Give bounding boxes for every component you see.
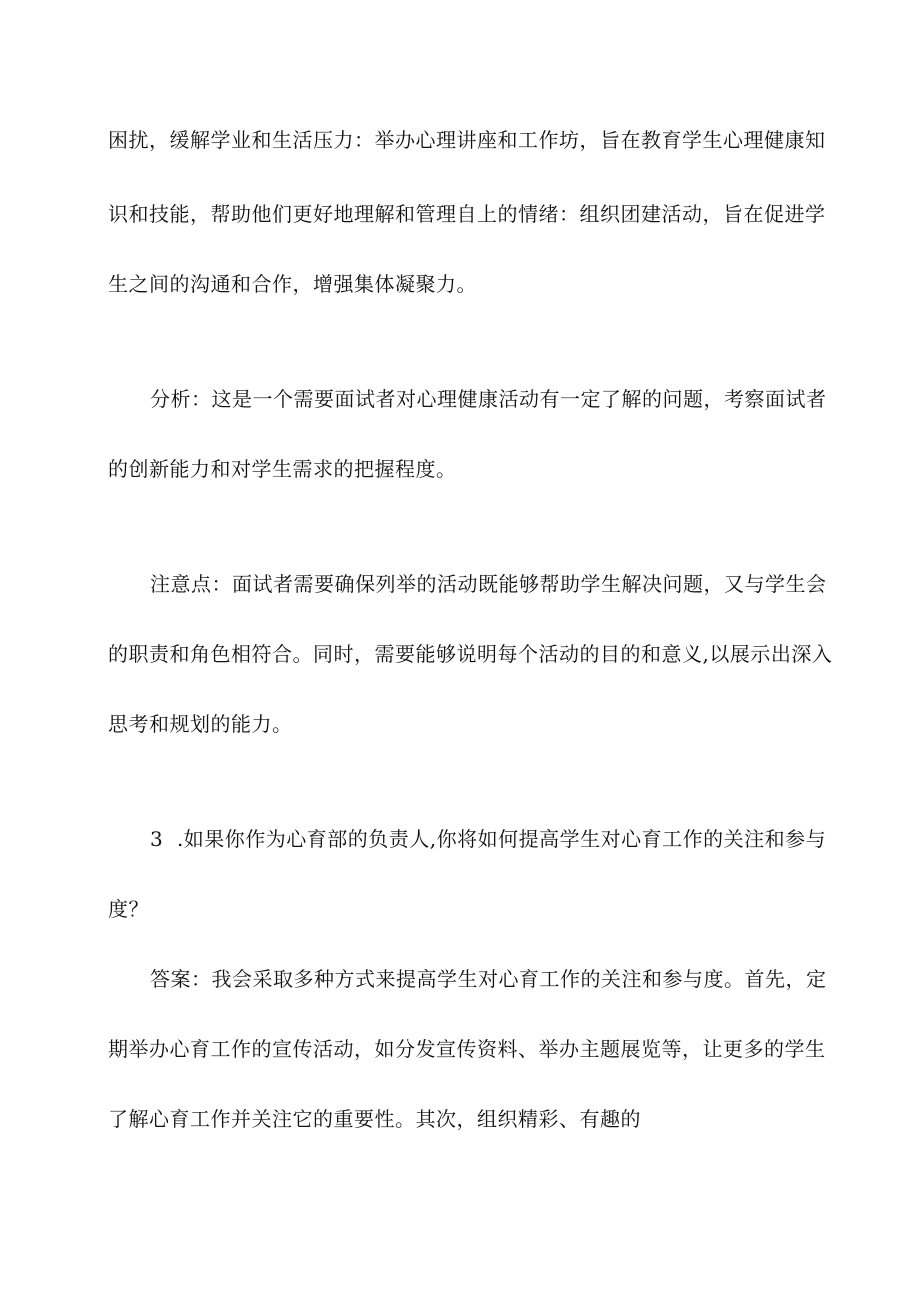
answer-line: 了解心育工作并关注它的重要性。其次，组织精彩、有趣的 xyxy=(108,1107,641,1131)
paragraph-line: 识和技能，帮助他们更好地理解和管理自上的情绪：组织团建活动，旨在促进学 xyxy=(108,202,826,226)
analysis-line: 的创新能力和对学生需求的把握程度。 xyxy=(108,457,457,481)
note-line: 思考和规划的能力。 xyxy=(108,712,293,736)
paragraph-line: 困扰，缓解学业和生活压力：举办心理讲座和工作坊，旨在教育学生心理健康知 xyxy=(108,128,826,152)
answer-line: 期举办心育工作的宣传活动，如分发宣传资料、举办主题展览等，让更多的学生 xyxy=(108,1037,826,1061)
analysis-line: 分析：这是一个需要面试者对心理健康活动有一定了解的问题，考察面试者 xyxy=(150,387,827,411)
answer-line: 答案：我会采取多种方式来提高学生对心育工作的关注和参与度。首先，定 xyxy=(150,967,827,991)
note-line: 的职责和角色相符合。同时，需要能够说明每个活动的目的和意义,以展示出深入 xyxy=(108,642,833,666)
question-line: 3 .如果你作为心育部的负责人,你将如何提高学生对心育工作的关注和参与 xyxy=(150,827,827,851)
note-line: 注意点：面试者需要确保列举的活动既能够帮助学生解决问题，又与学生会 xyxy=(150,572,827,596)
paragraph-line: 生之间的沟通和合作，增强集体凝聚力。 xyxy=(108,272,477,296)
question-line: 度？ xyxy=(108,897,149,921)
